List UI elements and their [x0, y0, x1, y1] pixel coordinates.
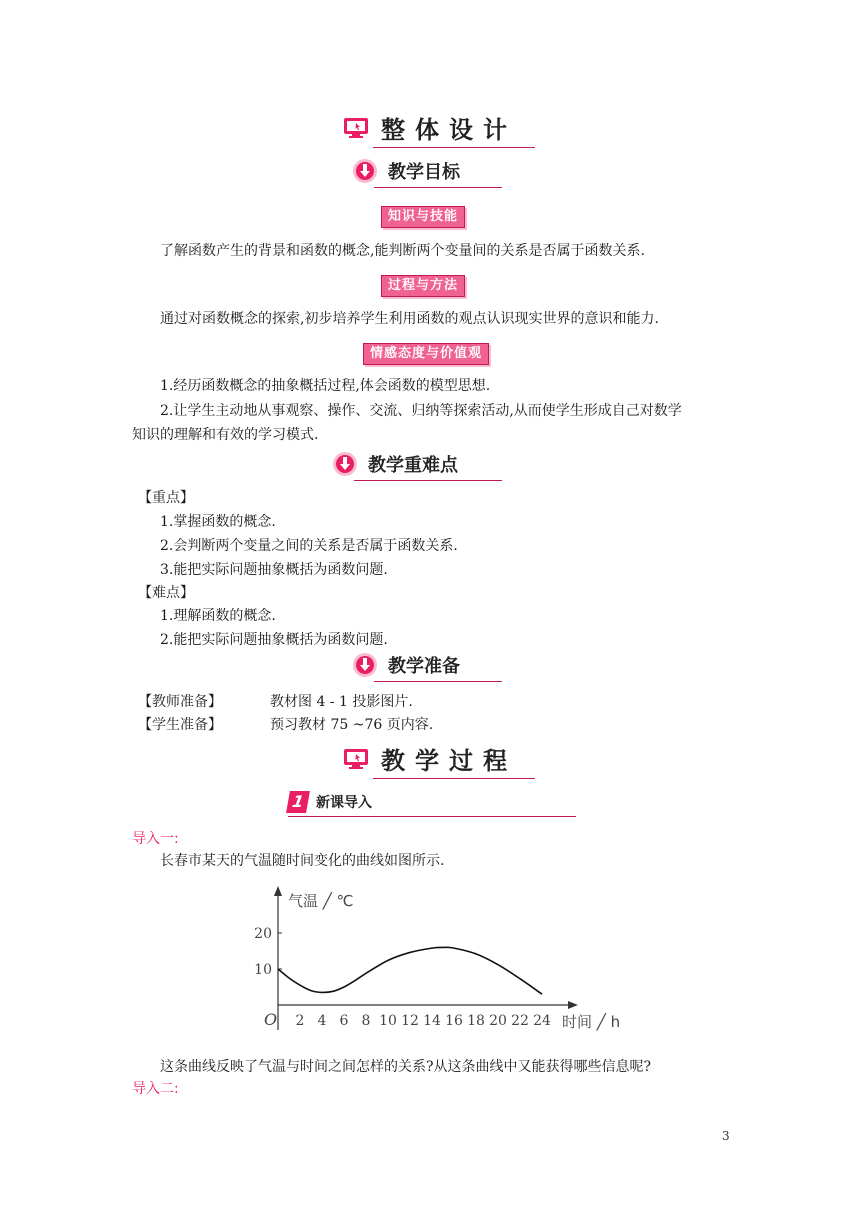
monitor-icon — [343, 117, 369, 139]
monitor-icon — [343, 748, 369, 770]
x-tick-label: 24 — [533, 1013, 551, 1029]
x-tick-label: 14 — [423, 1013, 441, 1029]
x-axis-arrow — [568, 1001, 578, 1009]
overall-design-title: 整体设计 — [381, 115, 517, 144]
y-tick-label: 20 — [254, 926, 272, 942]
header-underline — [373, 147, 535, 148]
x-tick-label: 16 — [445, 1013, 463, 1029]
x-tick-label: 2 — [295, 1013, 305, 1029]
header-underline — [288, 816, 576, 817]
key-item-1: 1.掌握函数的概念. — [160, 514, 276, 530]
key-item-3: 3.能把实际问题抽象概括为函数问题. — [160, 562, 388, 578]
download-circle-icon — [352, 652, 378, 678]
temperature-curve — [278, 947, 542, 994]
attitude-item-1: 1.经历函数概念的抽象概括过程,体会函数的模型思想. — [160, 378, 491, 394]
header-underline — [373, 778, 535, 779]
teaching-goals-header — [352, 158, 460, 184]
origin-label: O — [264, 1010, 278, 1029]
x-tick-label: 22 — [511, 1013, 529, 1029]
x-tick-label: 18 — [467, 1013, 485, 1029]
x-axis-label: 时间 ╱ h — [562, 1013, 621, 1031]
process-header — [343, 741, 517, 776]
y-axis-arrow — [274, 886, 282, 896]
tag-knowledge-skills: 知识与技能 — [381, 206, 465, 228]
prep-header — [352, 652, 460, 678]
process-title: 教学过程 — [381, 746, 517, 775]
x-tick-label: 8 — [361, 1013, 371, 1029]
new-lesson-header — [288, 791, 372, 813]
key-difficult-title: 教学重难点 — [368, 455, 458, 476]
new-lesson-title: 新课导入 — [316, 795, 372, 811]
download-circle-icon — [352, 158, 378, 184]
header-underline — [374, 187, 502, 188]
difficult-item-2: 2.能把实际问题抽象概括为函数问题. — [160, 632, 388, 648]
x-tick-label: 12 — [401, 1013, 419, 1029]
header-underline — [354, 480, 502, 481]
teacher-prep-text: 教材图 4 - 1 投影图片. — [270, 694, 413, 710]
download-circle-icon — [332, 451, 358, 477]
student-prep-text: 预习教材 75 ~76 页内容. — [270, 717, 434, 733]
intro-2-label: 导入二: — [132, 1081, 179, 1097]
key-difficult-header — [332, 451, 458, 477]
overall-design-header — [343, 110, 517, 145]
tag-attitude-values: 情感态度与价值观 — [363, 343, 489, 365]
process-text: 通过对函数概念的探索,初步培养学生利用函数的观点认识现实世界的意识和能力. — [160, 311, 659, 327]
header-underline — [374, 681, 502, 682]
knowledge-text: 了解函数产生的背景和函数的概念,能判断两个变量间的关系是否属于函数关系. — [160, 243, 645, 259]
teacher-prep-label: 【教师准备】 — [138, 694, 222, 710]
x-tick-label: 6 — [339, 1013, 349, 1029]
student-prep-label: 【学生准备】 — [138, 717, 222, 733]
y-tick-label: 10 — [254, 962, 272, 978]
x-tick-label: 10 — [379, 1013, 397, 1029]
temperature-chart — [240, 880, 660, 1040]
prep-title: 教学准备 — [388, 656, 460, 677]
intro-1-text: 长春市某天的气温随时间变化的曲线如图所示. — [160, 853, 445, 869]
section-number-badge: 1 — [286, 791, 310, 813]
question-text: 这条曲线反映了气温与时间之间怎样的关系?从这条曲线中又能获得哪些信息呢? — [160, 1059, 652, 1075]
x-tick-label: 4 — [317, 1013, 327, 1029]
difficult-item-1: 1.理解函数的概念. — [160, 608, 276, 624]
key-item-2: 2.会判断两个变量之间的关系是否属于函数关系. — [160, 538, 458, 554]
x-tick-label: 20 — [489, 1013, 507, 1029]
y-axis-label: 气温 ╱ ℃ — [288, 892, 354, 910]
intro-1-label: 导入一: — [132, 831, 179, 847]
attitude-item-2-cont: 知识的理解和有效的学习模式. — [132, 427, 319, 443]
attitude-item-2: 2.让学生主动地从事观察、操作、交流、归纳等探索活动,从而使学生形成自己对数学 — [160, 403, 682, 419]
key-label: 【重点】 — [138, 490, 194, 506]
teaching-goals-title: 教学目标 — [388, 162, 460, 183]
difficult-label: 【难点】 — [138, 585, 194, 601]
tag-process-methods: 过程与方法 — [381, 275, 465, 297]
page-number: 3 — [722, 1129, 730, 1143]
